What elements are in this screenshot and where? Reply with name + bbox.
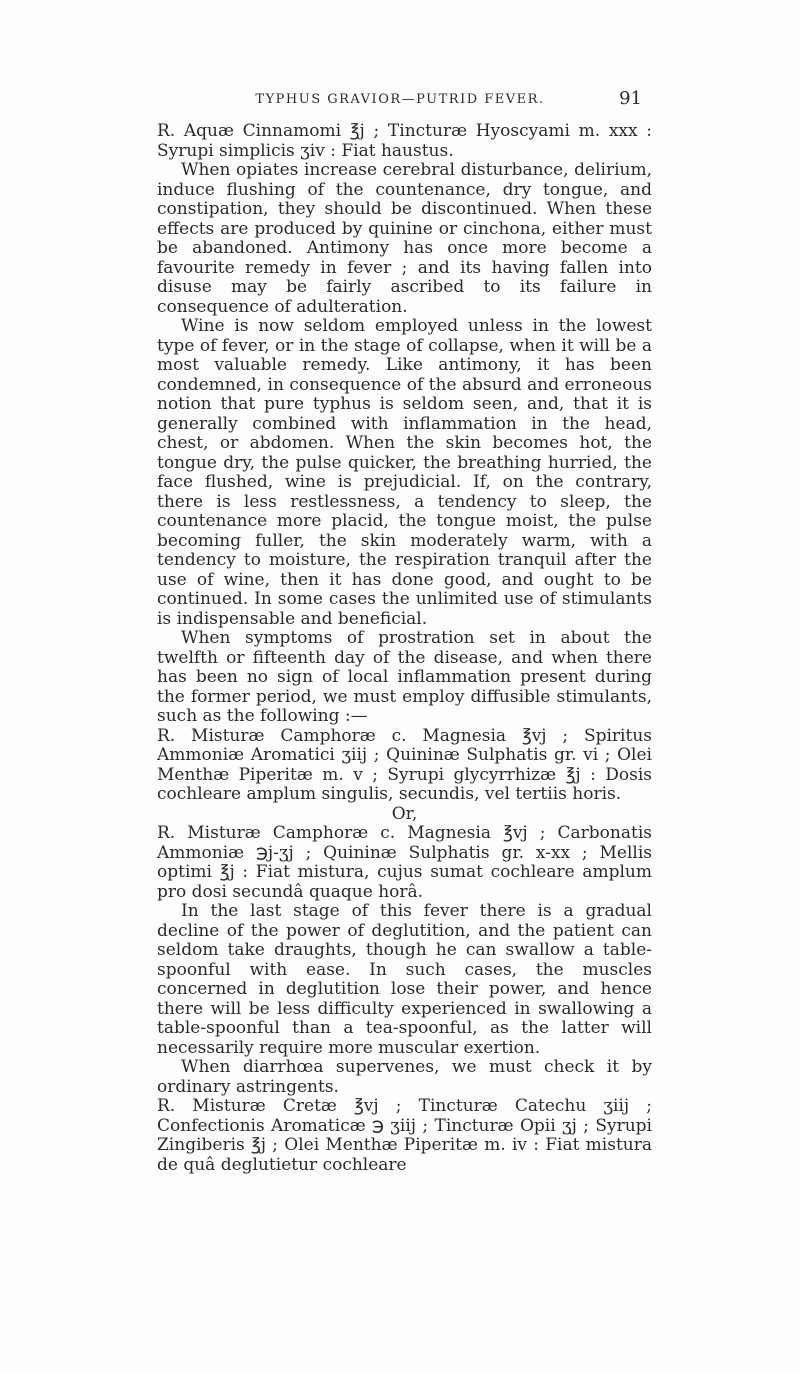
prescription-paragraph: R. Aquæ Cinnamomi ℥j ; Tincturæ Hyoscyami m. xxx : Syrupi simplicis ʒiv : Fiat haustus.: [157, 121, 652, 161]
body-paragraph: Wine is now seldom employed unless in the lowest type of fever, or in the stage of collapse, when it will be a most valuable remedy. Like antimony, it has been condemned, in consequence of the absurd and erroneous notion that pure typhus is seldom seen, and, that it is generally combined with inflammation in the head, chest, or abdomen. When the skin becomes hot, the tongue dry, the pulse quicker, the breathing hurried, the face flushed, wine is prejudicial. If, on the contrary, there is less restlessness, a tendency to sleep, the countenance more placid, the tongue moist, the pulse becoming fuller, the skin moderately warm, with a tendency to moisture, the respiration tranquil after the use of wine, then it has done good, and ought to be continued. In some cases the unlimited use of stimulants is indispensable and beneficial.: [157, 316, 652, 629]
prescription-paragraph: R. Misturæ Camphoræ c. Magnesia ℥vj ; Carbonatis Ammoniæ ℈j-ʒj ; Quininæ Sulphatis gr. x-xx ; Mellis optimi ℥j : Fiat mistura, cujus sumat cochleare amplum pro dosi secundâ quaque horâ.: [157, 823, 652, 902]
body-paragraph: In the last stage of this fever there is a gradual decline of the power of deglutition, and the patient can seldom take draughts, though he can swallow a table-spoonful with ease. In such cases, the muscles concerned in deglutition lose their power, and hence there will be less difficulty experienced in swallowing a table-spoonful than a tea-spoonful, as the latter will necessarily require more muscular exertion.: [157, 901, 652, 1058]
page-number: 91: [619, 88, 642, 109]
prescription-paragraph: R. Misturæ Camphoræ c. Magnesia ℥vj ; Spiritus Ammoniæ Aromatici ʒiij ; Quininæ Sulphatis gr. vi ; Olei Menthæ Piperitæ m. v ; Syrupi glycyrrhizæ ℥j : Dosis cochleare amplum singulis, secundis, vel tertiis horis.: [157, 725, 652, 804]
body-paragraph: When diarrhœa supervenes, we must check it by ordinary astringents.: [157, 1057, 652, 1097]
body-text: [157, 122, 652, 1175]
body-paragraph: When opiates increase cerebral disturbance, delirium, induce flushing of the countenance, dry tongue, and constipation, they should be discontinued. When these effects are produced by quinine or cinchona, either must be abandoned. Antimony has once more become a favourite remedy in fever ; and its having fallen into disuse may be fairly ascribed to its failure in consequence of adulteration.: [157, 160, 652, 317]
prescription-paragraph: R. Misturæ Cretæ ℥vj ; Tincturæ Catechu ʒiij ; Confectionis Aromaticæ ℈ ʒiij ; Tincturæ Opii ʒj ; Syrupi Zingiberis ℥j ; Olei Menthæ Piperitæ m. iv : Fiat mistura de quâ deglutietur cochleare: [157, 1096, 652, 1175]
running-title: TYPHUS GRAVIOR—PUTRID FEVER.: [255, 92, 545, 107]
body-paragraph: When symptoms of prostration set in about the twelfth or fifteenth day of the disease, and when there has been no sign of local inflammation present during the former period, we must employ diffusible stimulants, such as the following :—: [157, 628, 652, 726]
or-separator: Or,: [391, 803, 418, 824]
running-head: [0, 88, 800, 112]
